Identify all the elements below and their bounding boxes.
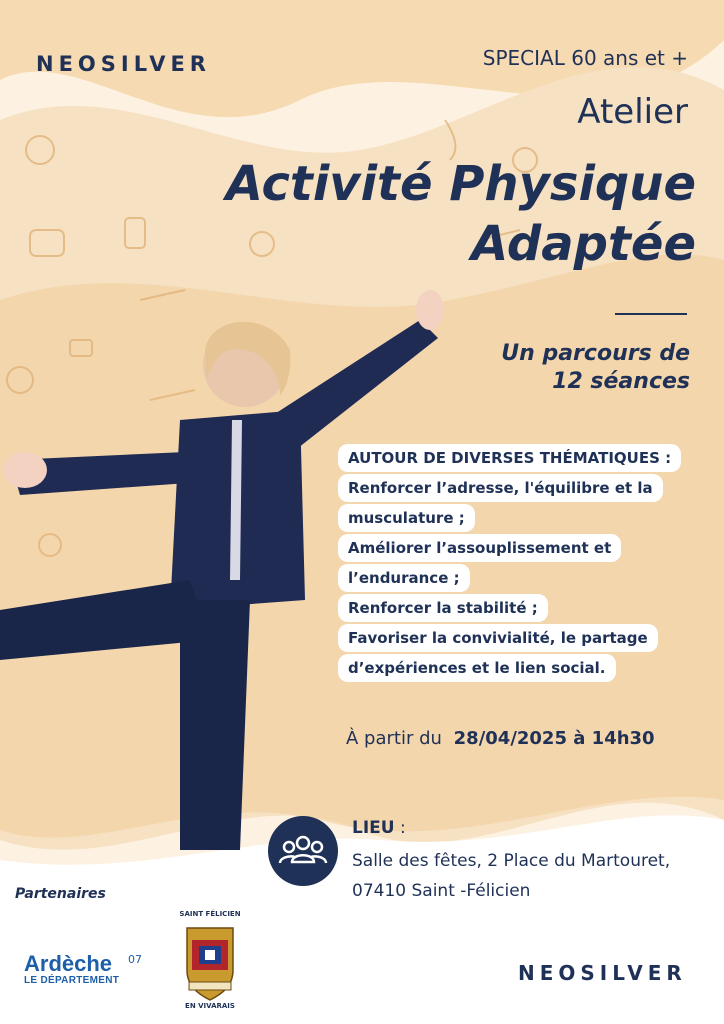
title-divider <box>615 313 687 315</box>
lieu-label: LIEU <box>352 818 395 838</box>
crest-shield-icon <box>175 920 245 1004</box>
start-date <box>346 728 655 749</box>
theme-line: Renforcer l’adresse, l'équilibre et la <box>338 474 663 502</box>
crest-bottom-text: EN VIVARAIS <box>185 1002 235 1010</box>
theme-line: l’endurance ; <box>338 564 470 592</box>
address-line-2: 07410 Saint -Félicien <box>352 881 531 901</box>
parcours-line-1: Un parcours de <box>501 341 690 366</box>
partners-heading: Partenaires <box>15 886 106 902</box>
themes-heading: AUTOUR DE DIVERSES THÉMATIQUES : <box>338 444 681 472</box>
parcours-line-2: 12 séances <box>552 369 690 394</box>
theme-line: Améliorer l’assouplissement et <box>338 534 621 562</box>
saint-felicien-crest <box>175 910 245 1010</box>
title-line-2: Adaptée <box>471 216 696 272</box>
theme-line: Renforcer la stabilité ; <box>338 594 548 622</box>
parcours-subtitle <box>390 340 690 396</box>
date-value: 28/04/2025 à 14h30 <box>453 728 655 749</box>
atelier-label: Atelier <box>577 92 688 132</box>
special-age-label: SPECIAL 60 ans et + <box>482 46 688 70</box>
themes-list <box>338 444 681 684</box>
theme-line: musculature ; <box>338 504 475 532</box>
theme-line: Favoriser la convivialité, le partage <box>338 624 658 652</box>
address-line-1: Salle des fêtes, 2 Place du Martouret, <box>352 851 671 871</box>
lieu-heading <box>352 818 406 838</box>
theme-line: d’expériences et le lien social. <box>338 654 616 682</box>
lieu-address <box>352 846 670 906</box>
ardeche-name: Ardèche <box>24 951 113 976</box>
title-line-1: Activité Physique <box>225 156 696 212</box>
ardeche-mark: 07 <box>128 953 142 966</box>
neosilver-logo-bottom: NEOSILVER <box>518 961 687 985</box>
lieu-label-suffix: : <box>394 818 406 838</box>
neosilver-logo-top: NEOSILVER <box>36 52 211 76</box>
ardeche-sub: LE DÉPARTEMENT <box>24 975 120 986</box>
date-prefix: À partir du <box>346 728 442 749</box>
group-icon <box>268 816 338 886</box>
main-title <box>226 154 696 274</box>
ardeche-logo <box>24 951 142 986</box>
crest-top-text: SAINT FÉLICIEN <box>179 910 241 918</box>
